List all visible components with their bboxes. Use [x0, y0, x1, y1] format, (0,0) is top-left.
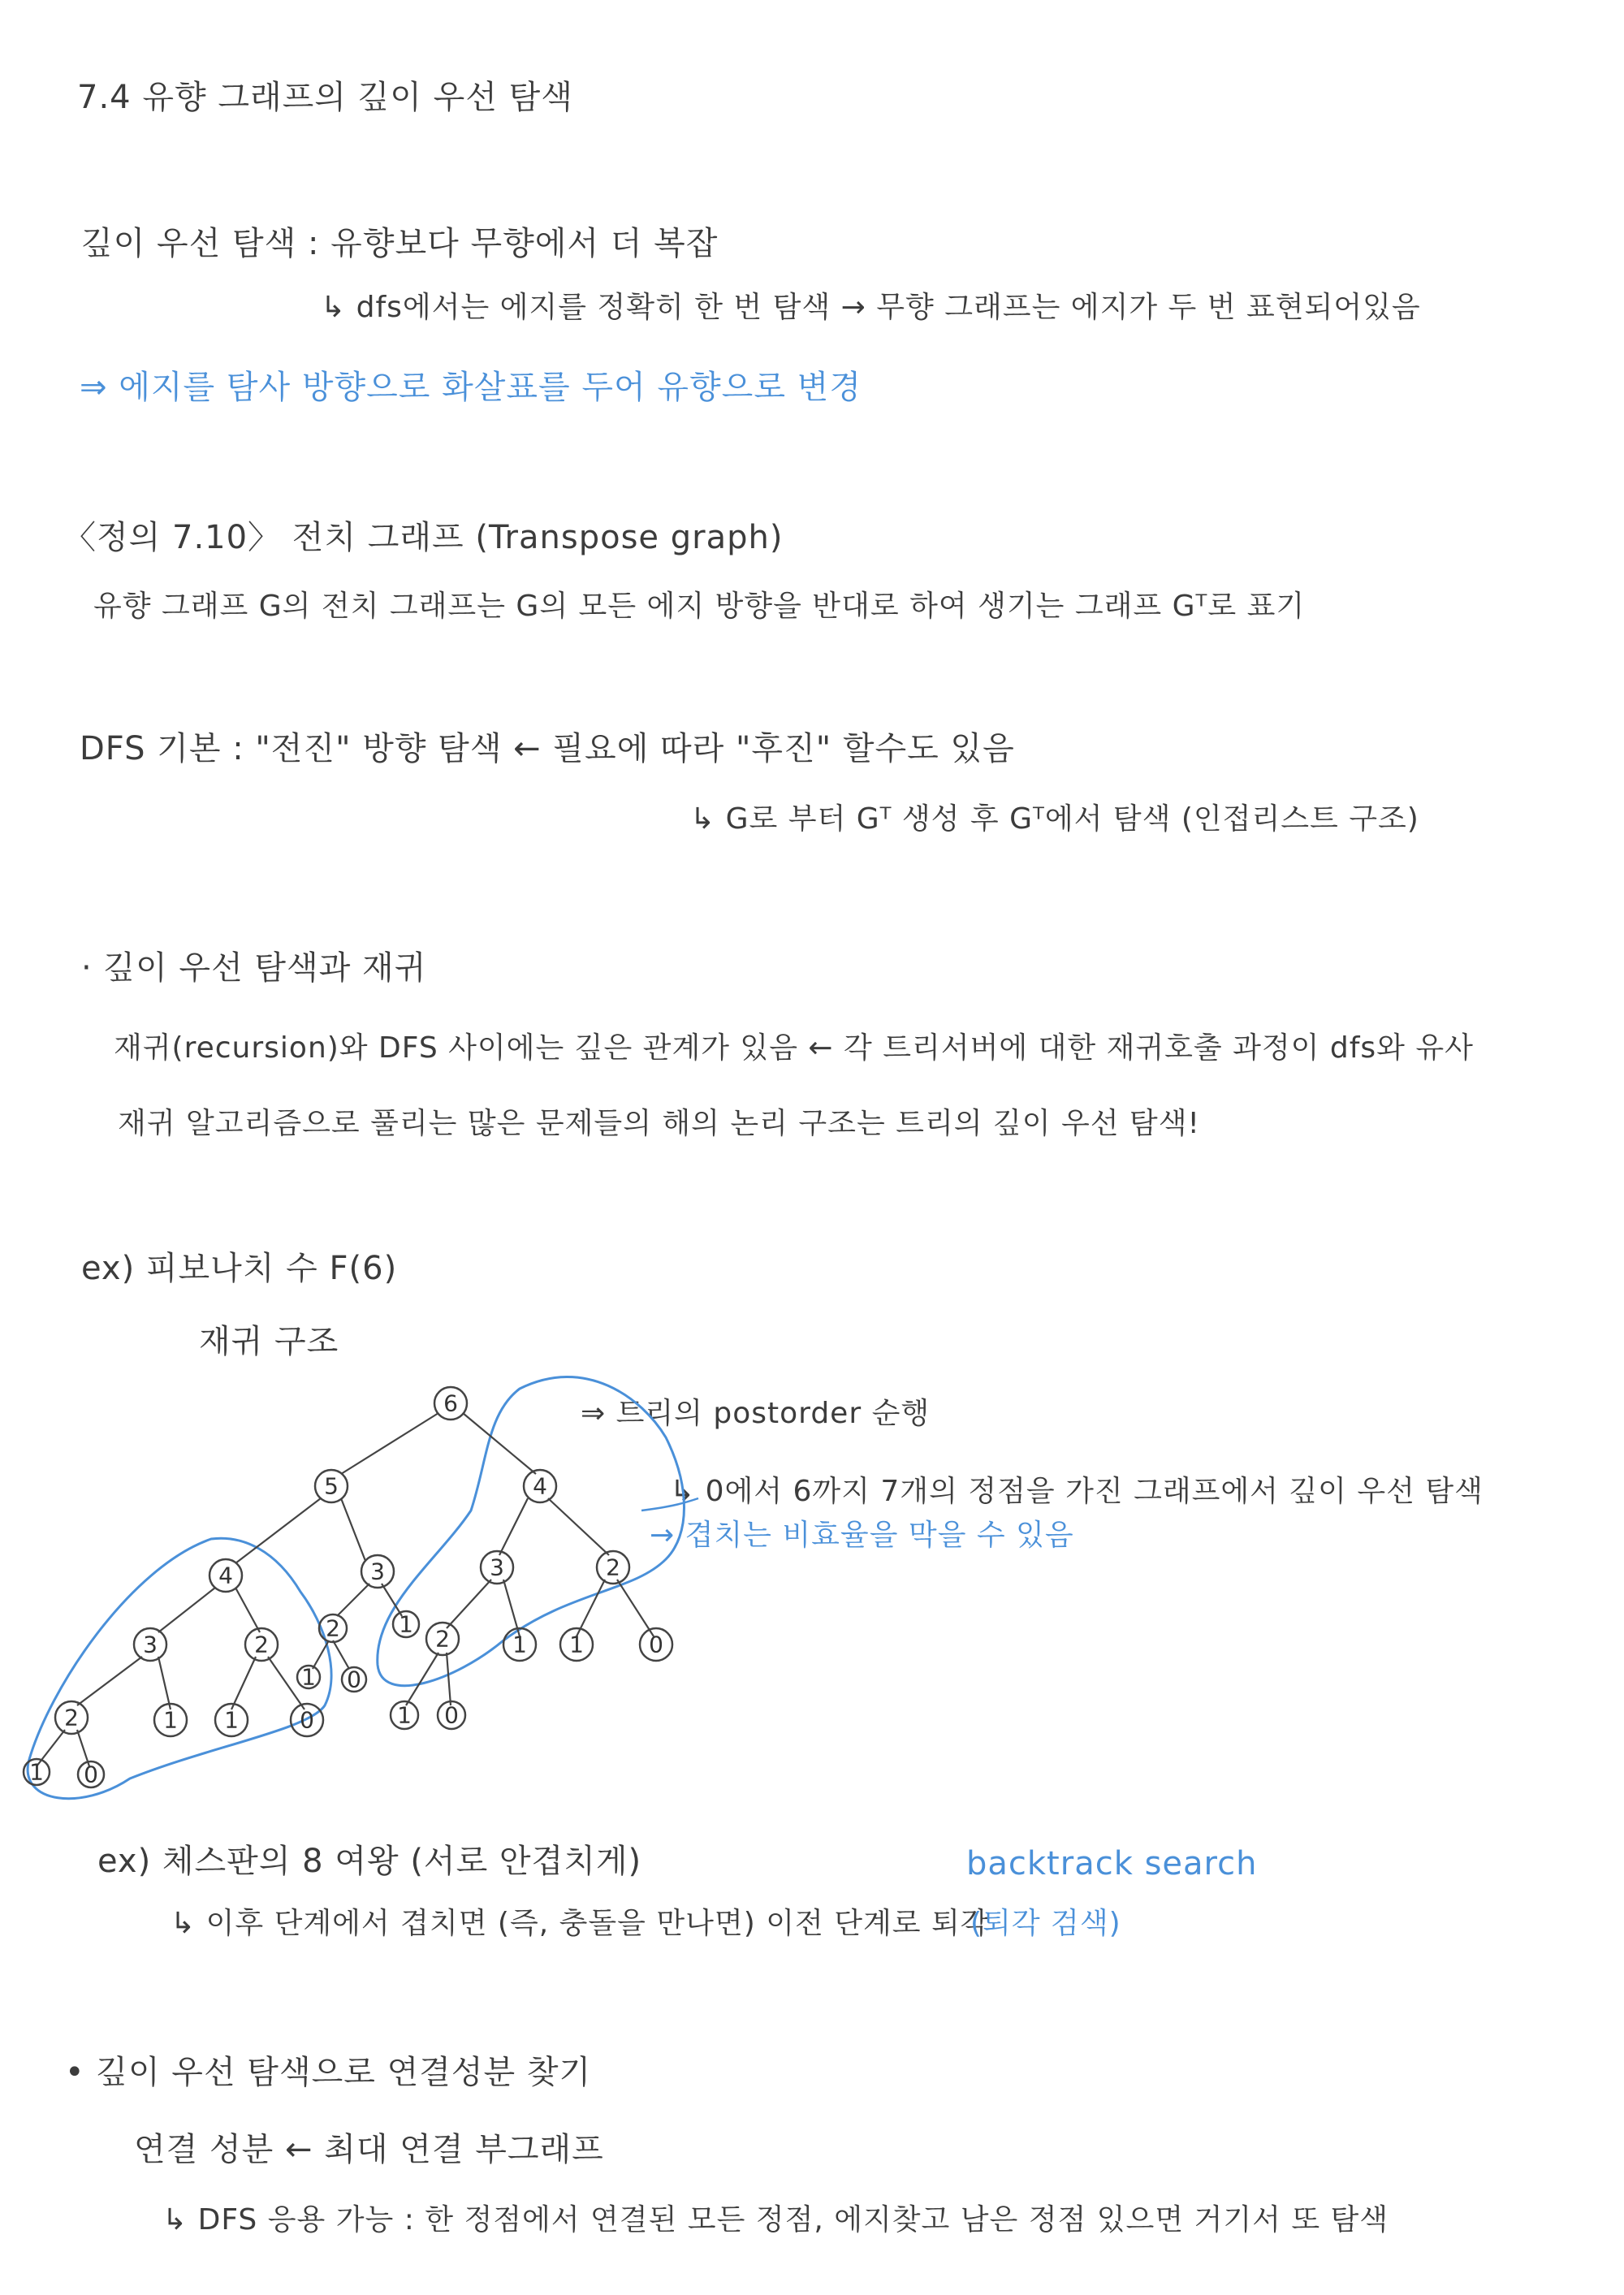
tree-node — [597, 1551, 629, 1584]
tree-node — [391, 1701, 418, 1729]
svg-text:2: 2 — [435, 1625, 450, 1653]
tree-node — [297, 1664, 320, 1691]
components-definition: 연결 성분 ← 최대 연결 부그래프 — [134, 2131, 604, 2168]
svg-text:4: 4 — [218, 1562, 233, 1589]
tree-node — [209, 1559, 242, 1592]
postorder-note: ⇒ 트리의 postorder 순행 — [581, 1397, 931, 1430]
dfs-basic: DFS 기본 : "전진" 방향 탐색 ← 필요에 따라 "후진" 할수도 있음 — [80, 730, 1015, 767]
svg-text:2: 2 — [64, 1704, 79, 1731]
arrow-to-overlap-note — [641, 1498, 698, 1511]
tree-node — [342, 1666, 366, 1693]
tree-node — [503, 1628, 536, 1661]
queens-note: ↳ 이후 단계에서 겹치면 (즉, 충돌을 만나면) 이전 단계로 퇴각 — [171, 1907, 990, 1940]
definition-body: 유향 그래프 G의 전치 그래프는 G의 모든 에지 방향을 반대로 하여 생기는 그래프 Gᵀ로 표기 — [93, 590, 1306, 623]
tree-node — [154, 1704, 187, 1736]
tree-node — [245, 1628, 278, 1661]
recursion-line-1: 재귀(recursion)와 DFS 사이에는 깊은 관계가 있음 ← 각 트리서버에 대한 재귀호출 과정이 dfs와 유사 — [114, 1031, 1474, 1065]
svg-text:1: 1 — [224, 1706, 239, 1734]
svg-text:1: 1 — [163, 1706, 178, 1734]
tree-node — [560, 1628, 593, 1661]
tree-node — [426, 1623, 459, 1655]
tree-node — [315, 1470, 348, 1502]
overlap-region-left — [28, 1538, 331, 1798]
svg-text:1: 1 — [399, 1610, 413, 1638]
tree-node — [393, 1611, 419, 1638]
components-note: ↳ DFS 응용 가능 : 한 정점에서 연결된 모든 정점, 에지찾고 남은 정점 있으면 거기서 또 탐색 — [162, 2203, 1389, 2237]
queens-example: ex) 체스판의 8 여왕 (서로 안겹치게) — [97, 1843, 642, 1880]
overlap-note: → 겹치는 비효율을 막을 수 있음 — [650, 1519, 1074, 1552]
tree-node — [78, 1761, 104, 1788]
tree-node — [55, 1701, 88, 1734]
svg-text:1: 1 — [301, 1663, 316, 1691]
svg-text:3: 3 — [370, 1558, 385, 1585]
postorder-detail: ↳ 0에서 6까지 7개의 정점을 가진 그래프에서 깊이 우선 탐색 — [670, 1475, 1484, 1508]
backtrack-search-label: backtrack search — [966, 1845, 1258, 1882]
svg-text:0: 0 — [649, 1631, 663, 1658]
dfs-basic-note: ↳ G로 부터 Gᵀ 생성 후 Gᵀ에서 탐색 (인접리스트 구조) — [690, 802, 1419, 836]
svg-text:3: 3 — [490, 1554, 504, 1581]
tree-node — [291, 1704, 323, 1736]
dfs-note: ↳ dfs에서는 에지를 정확히 한 번 탐색 → 무향 그래프는 에지가 두 번 표현되어있음 — [321, 291, 1421, 324]
dfs-fix: ⇒ 에지를 탐사 방향으로 화살표를 두어 유향으로 변경 — [80, 369, 862, 406]
recursion-section: · 깊이 우선 탐색과 재귀 — [81, 949, 427, 987]
svg-text:6: 6 — [443, 1390, 458, 1417]
fibonacci-recursion-tree — [0, 1348, 1624, 1803]
recursion-line-2: 재귀 알고리즘으로 풀리는 많은 문제들의 해의 논리 구조는 트리의 깊이 우선 탐색! — [118, 1107, 1200, 1140]
definition-title: 〈정의 7.10〉 전치 그래프 (Transpose graph) — [63, 519, 784, 556]
svg-text:5: 5 — [324, 1472, 339, 1500]
svg-text:0: 0 — [84, 1761, 98, 1788]
svg-text:1: 1 — [397, 1701, 412, 1729]
svg-text:2: 2 — [254, 1631, 269, 1658]
svg-text:1: 1 — [29, 1758, 44, 1786]
svg-text:4: 4 — [533, 1472, 547, 1500]
svg-text:0: 0 — [347, 1666, 361, 1693]
backtrack-korean-label: (퇴각 검색) — [970, 1907, 1121, 1940]
recursion-structure-label: 재귀 구조 — [199, 1323, 339, 1360]
fibonacci-example: ex) 피보나치 수 F(6) — [81, 1250, 398, 1287]
svg-text:2: 2 — [326, 1614, 340, 1642]
svg-text:0: 0 — [444, 1701, 459, 1729]
svg-text:2: 2 — [606, 1554, 620, 1581]
svg-text:1: 1 — [512, 1631, 527, 1658]
dfs-definition: 깊이 우선 탐색 : 유향보다 무향에서 더 복잡 — [81, 225, 719, 262]
components-section: • 깊이 우선 탐색으로 연결성분 찾기 — [65, 2054, 592, 2091]
tree-node — [319, 1614, 347, 1642]
tree-node — [438, 1701, 465, 1729]
section-heading: 7.4 유향 그래프의 깊이 우선 탐색 — [77, 79, 573, 116]
svg-text:1: 1 — [569, 1631, 584, 1658]
tree-node — [481, 1551, 513, 1584]
tree-node — [434, 1387, 467, 1420]
tree-node — [134, 1628, 166, 1661]
svg-text:0: 0 — [300, 1706, 314, 1734]
svg-text:3: 3 — [143, 1631, 158, 1658]
tree-node — [524, 1470, 556, 1502]
tree-node — [361, 1555, 394, 1588]
tree-node — [640, 1628, 672, 1661]
tree-node — [215, 1704, 248, 1736]
